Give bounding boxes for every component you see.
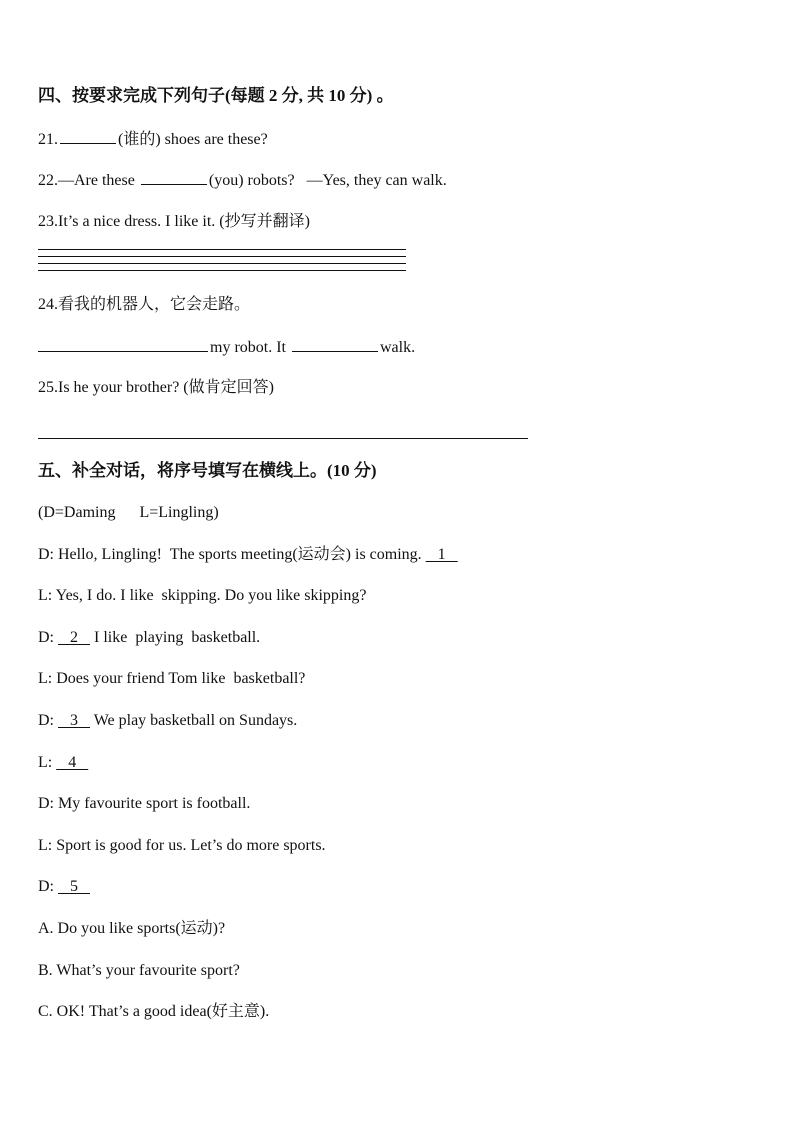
dialogue-text: L: Does your friend Tom like basketball? (38, 670, 306, 687)
writing-line (38, 263, 406, 264)
dialogue-speaker: D: (38, 629, 58, 646)
question-21-blank[interactable] (60, 129, 116, 144)
dialogue-text: L: Yes, I do. I like skipping. Do you like skipping? (38, 587, 367, 604)
dialogue-blank-2[interactable]: 2 (58, 629, 90, 646)
dialogue-blank-1[interactable]: 1 (425, 546, 458, 563)
question-22-prefix: —Are these (58, 172, 135, 189)
dialogue-line (38, 711, 297, 731)
dialogue-line (38, 586, 366, 606)
option-b: B. What’s your favourite sport? (38, 962, 240, 979)
dialogue-speaker: D: (38, 878, 58, 895)
dialogue-text: L: Sport is good for us. Let’s do more sports. (38, 837, 326, 854)
dialogue-text: We play basketball on Sundays. (90, 712, 298, 729)
question-21 (38, 129, 268, 150)
section-5-heading: 五、补全对话，将序号填写在横线上。(10 分) (38, 461, 377, 480)
question-21-number: 21. (38, 131, 58, 148)
dialogue-blank-5[interactable]: 5 (58, 878, 90, 895)
question-25-answer-line[interactable] (38, 438, 528, 439)
question-24-answer-end: walk. (380, 339, 416, 356)
option-a: A. Do you like sports(运动)? (38, 920, 226, 937)
dialogue-speaker: D: (38, 712, 58, 729)
writing-line (38, 256, 406, 257)
question-24-answer (38, 337, 415, 358)
dialogue-speaker: L: (38, 754, 57, 771)
dialogue-line (38, 877, 90, 897)
dialogue-text: I like playing basketball. (90, 629, 261, 646)
dialogue-blank-3[interactable]: 3 (58, 712, 90, 729)
dialogue-line (38, 836, 326, 856)
question-22-number: 22. (38, 172, 58, 189)
dialogue-line (38, 545, 458, 565)
question-21-text: (谁的) shoes are these? (118, 131, 268, 148)
question-24: 24.看我的机器人，它会走路。 (38, 296, 251, 313)
question-22-blank[interactable] (141, 170, 207, 185)
question-24-answer-mid: my robot. It (210, 339, 286, 356)
question-24-blank-2[interactable] (292, 337, 378, 352)
writing-line (38, 270, 406, 271)
dialogue-line (38, 669, 305, 689)
dialogue-blank-4[interactable]: 4 (56, 754, 89, 771)
dialogue-line (38, 628, 260, 648)
dialogue-line (38, 753, 88, 773)
writing-line (38, 249, 406, 250)
section-4-heading: 四、按要求完成下列句子(每题 2 分, 共 10 分) 。 (38, 86, 394, 105)
question-23: 23.It’s a nice dress. I like it. (抄写并翻译) (38, 213, 310, 230)
question-24-blank-1[interactable] (38, 337, 208, 352)
dialogue-text: D: Hello, Lingling! The sports meeting(运动会) is coming. (38, 546, 426, 563)
speaker-legend: (D=Daming L=Lingling) (38, 504, 219, 521)
question-25: 25.Is he your brother? (做肯定回答) (38, 379, 274, 396)
question-22 (38, 170, 447, 191)
dialogue-line (38, 794, 250, 814)
question-22-suffix: (you) robots? —Yes, they can walk. (208, 172, 447, 189)
dialogue-text: D: My favourite sport is football. (38, 795, 251, 812)
option-c: C. OK! That’s a good idea(好主意). (38, 1003, 270, 1020)
